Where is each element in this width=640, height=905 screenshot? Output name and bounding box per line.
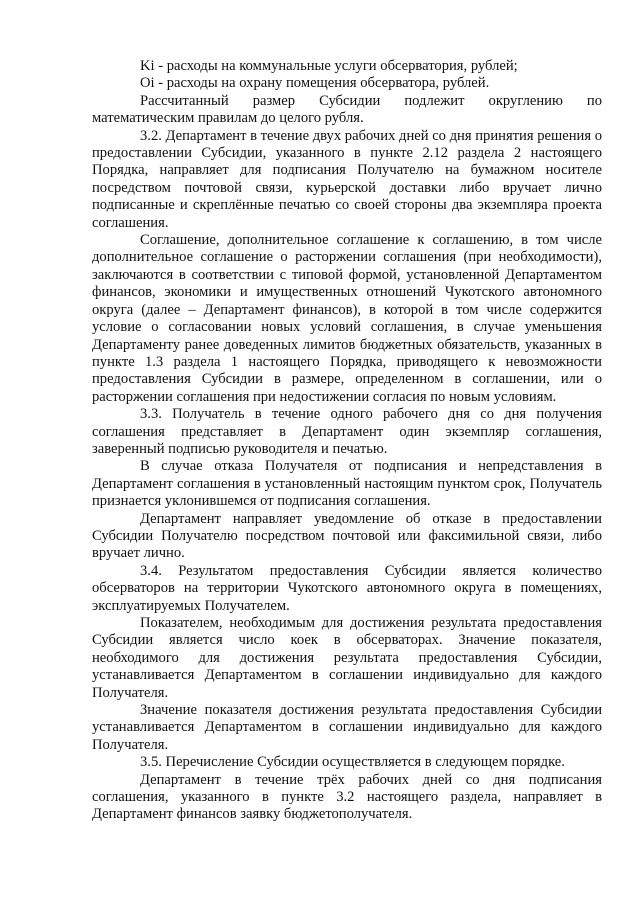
document-page xyxy=(92,58,602,824)
paragraph-section-3-5: 3.5. Перечисление Субсидии осуществляется в следующем порядке. xyxy=(140,754,565,771)
paragraph-finance-request: Департамент в течение трёх рабочих дней со дня подписания соглашения, указанного в пункте 3.2 настоящего раздела, направляет в Департамент финансов заявку бюджетополучателя. xyxy=(92,771,602,823)
paragraph-section-3-2: 3.2. Департамент в течение двух рабочих дней со дня принятия решения о предоставлении Субсидии, указанного в пункте 2.12 раздела 2 настоящего Порядка, направляет для подписания Получателю на бумажном носителе посредством почтовой связи, курьерской доставки либо вручает лично подписанные и скреплённые печатью со своей стороны два экземпляра проекта соглашения. xyxy=(92,127,602,231)
paragraph-refusal-notice: Департамент направляет уведомление об отказе в предоставлении Субсидии Получателю посредством почтовой или факсимильной связи, либо вручает лично. xyxy=(92,510,602,562)
paragraph-refusal-case: В случае отказа Получателя от подписания и непредставления в Департамент соглашения в установленный настоящим пунктом срок, Получатель признается уклонившемся от подписания соглашения. xyxy=(92,458,602,510)
paragraph-indicator: Показателем, необходимым для достижения результата предоставления Субсидии является число коек в обсерваторах. Значение показателя, необходимого для достижения результата предоставления Субсидии, устанавливается Департаментом в соглашении индивидуально для каждого Получателя. xyxy=(92,615,602,701)
paragraph-section-3-4: 3.4. Результатом предоставления Субсидии является количество обсерваторов на территории Чукотского автономного округа в помещениях, эксплуатируемых Получателем. xyxy=(92,562,602,614)
paragraph-agreement-terms: Соглашение, дополнительное соглашение к соглашению, в том числе дополнительное соглашение о расторжении соглашения (при необходимости), заключаются в соответствии с типовой формой, установленной Департаментом финансов, экономики и имущественных отношений Чукотского автономного округа (далее – Департамент финансов), в которой в том числе содержится условие о согласовании новых условий соглашения, в случае уменьшения Департаменту ранее доведенных лимитов бюджетных обязательств, указанных в пункте 1.3 раздела 1 настоящего Порядка, приводящего к невозможности предоставления Субсидии в размере, определенном в соглашении, или о расторжении соглашения при недостижении согласия по новым условиям. xyxy=(92,232,602,405)
paragraph-ki-definition: Ki - расходы на коммунальные услуги обсерватория, рублей; xyxy=(140,58,518,74)
paragraph-rounding-rule: Рассчитанный размер Субсидии подлежит округлению по математическим правилам до целого рубля. xyxy=(92,92,602,127)
paragraph-section-3-3: 3.3. Получатель в течение одного рабочего дня со дня получения соглашения представляет в Департамент один экземпляр соглашения, заверенный подписью руководителя и печатью. xyxy=(92,406,602,457)
paragraph-oi-definition: Oi - расходы на охрану помещения обсерватора, рублей. xyxy=(140,75,490,92)
paragraph-indicator-value: Значение показателя достижения результата предоставления Субсидии устанавливается Департаментом в соглашении индивидуально для каждого Получателя. xyxy=(92,702,602,753)
